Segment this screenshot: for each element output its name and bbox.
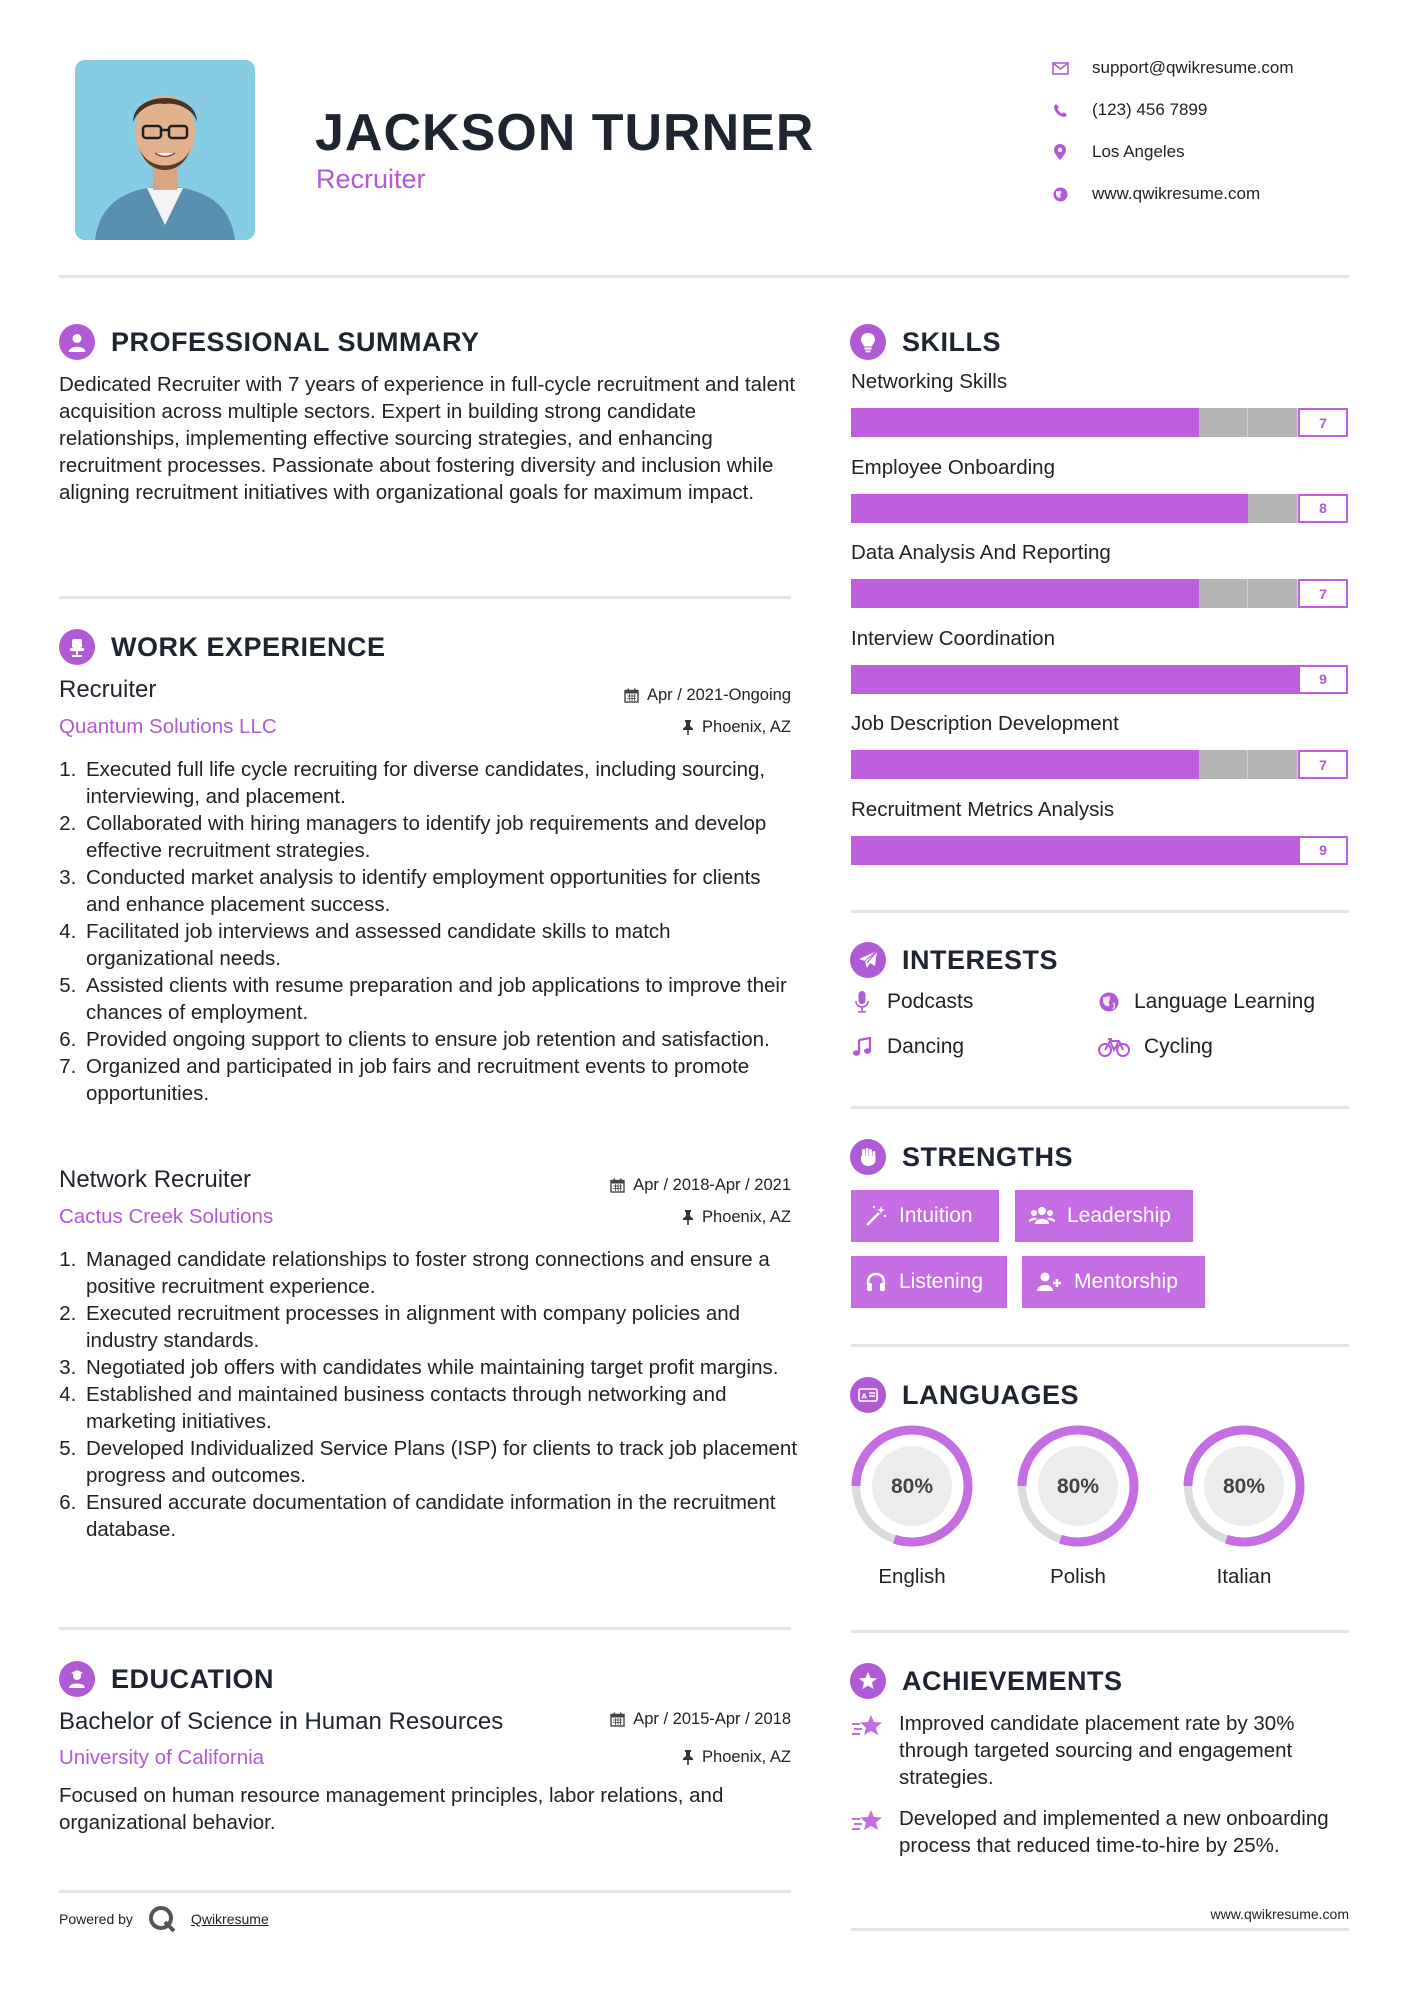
job-2-dates-text: Apr / 2018-Apr / 2021 — [633, 1176, 791, 1194]
skill-level-badge: 7 — [1298, 750, 1348, 779]
list-item: 6. Provided ongoing support to clients to ensure job retention and satisfaction. — [82, 1026, 800, 1053]
skills-divider — [851, 910, 1349, 913]
skill-level-badge: 7 — [1298, 408, 1348, 437]
contact-email[interactable] — [1050, 58, 1294, 78]
list-item: 5. Developed Individualized Service Plans (ISP) for clients to track job placement progress and outcomes. — [82, 1435, 800, 1489]
achievements-heading — [850, 1663, 1123, 1699]
skill-bar-segment — [1000, 665, 1050, 694]
powered-by-text: Powered by — [59, 1911, 133, 1927]
skill-bar-segment — [1248, 665, 1298, 694]
language-name: Italian — [1216, 1565, 1272, 1588]
skill-name: Networking Skills — [851, 370, 1008, 393]
skill-bar-segment — [1199, 665, 1249, 694]
skill-bar — [851, 579, 1348, 608]
skill-name: Recruitment Metrics Analysis — [851, 797, 1115, 821]
job-2-company: Cactus Creek Solutions — [59, 1205, 274, 1228]
skill-bar-segment — [1199, 408, 1249, 437]
shooting-star-icon — [851, 1805, 885, 1859]
job-1-company: Quantum Solutions LLC — [59, 715, 277, 738]
skill-bar-segment — [1099, 836, 1149, 865]
chair-icon — [59, 629, 95, 665]
skill-level-badge: 9 — [1298, 665, 1348, 694]
summary-heading — [59, 324, 480, 360]
skill-bar-segment — [1248, 494, 1298, 523]
music-note-icon — [851, 1037, 873, 1057]
job-2-dates — [500, 1176, 791, 1195]
education-description: Focused on human resource management principles, labor relations, and organizational behavior. — [59, 1784, 724, 1834]
envelope-icon — [1050, 58, 1070, 78]
education-degree: Bachelor of Science in Human Resources — [59, 1708, 504, 1735]
contact-website[interactable] — [1050, 184, 1260, 204]
language-item — [1016, 1424, 1140, 1589]
job-2-location — [500, 1208, 791, 1227]
language-card-icon — [850, 1377, 886, 1413]
brand-link[interactable]: Qwikresume — [190, 1911, 269, 1927]
skill-bar — [851, 665, 1348, 694]
strengths-divider — [851, 1344, 1349, 1347]
skill-bar-segment — [1149, 494, 1199, 523]
language-name: English — [878, 1565, 946, 1588]
phone-icon — [1050, 100, 1070, 120]
avatar — [75, 60, 255, 240]
skill-bar-segment — [1099, 665, 1149, 694]
skill-bar-segment — [1099, 408, 1149, 437]
education-heading — [59, 1661, 274, 1697]
language-item — [850, 1424, 974, 1589]
calendar-icon — [610, 1712, 625, 1727]
strength-label: Intuition — [899, 1204, 973, 1227]
skill-bar-segment — [1000, 836, 1050, 865]
education-dates — [500, 1710, 791, 1729]
skill-bar-segment — [851, 408, 901, 437]
list-item: 7. Organized and participated in job fairs and recruitment events to promote opportunities. — [82, 1053, 800, 1107]
pushpin-icon — [682, 1750, 694, 1765]
skill-bar-segment — [1248, 750, 1298, 779]
experience-divider — [59, 1627, 791, 1630]
job-2-location-text: Phoenix, AZ — [702, 1208, 791, 1226]
language-name: Polish — [1050, 1565, 1106, 1588]
list-item: 2. Collaborated with hiring managers to identify job requirements and develop effective recruitment strategies. — [82, 810, 800, 864]
list-item: 4. Facilitated job interviews and assessed candidate skills to match organizational needs. — [82, 918, 800, 972]
languages-heading-text: LANGUAGES — [902, 1379, 1080, 1410]
skill-bar — [851, 408, 1348, 437]
languages-list — [850, 1424, 1348, 1594]
powered-by — [59, 1904, 269, 1934]
skill-bar-segment — [950, 665, 1000, 694]
interest-label: Dancing — [887, 1035, 965, 1058]
header-divider — [59, 275, 1349, 278]
user-plus-icon — [1036, 1271, 1062, 1293]
headphones-icon — [865, 1271, 887, 1293]
list-item: 1. Executed full life cycle recruiting for diverse candidates, including sourcing, interviewing, and placement. — [82, 756, 800, 810]
interest-item — [1098, 1035, 1213, 1059]
language-ring — [850, 1424, 974, 1548]
skill-row — [851, 798, 1348, 865]
skills-heading-text: SKILLS — [902, 326, 1002, 357]
interest-item — [851, 1035, 964, 1059]
contact-location-text: Los Angeles — [1092, 142, 1185, 161]
bicycle-icon — [1098, 1037, 1130, 1057]
skill-name: Job Description Development — [851, 712, 1119, 735]
skill-bar-segment — [1149, 836, 1199, 865]
profile-photo — [75, 60, 255, 240]
skill-bar-segment — [950, 579, 1000, 608]
interest-label: Language Learning — [1134, 990, 1316, 1013]
strength-chip — [1015, 1190, 1193, 1242]
interest-label: Podcasts — [887, 990, 974, 1013]
achievement-item — [851, 1805, 1349, 1859]
skill-bar-segment — [1199, 579, 1249, 608]
skill-bar-segment — [901, 494, 951, 523]
strength-label: Listening — [899, 1270, 984, 1293]
experience-heading — [59, 629, 386, 665]
globe-icon — [1050, 184, 1070, 204]
contact-phone[interactable] — [1050, 100, 1207, 120]
skill-bar-segment — [901, 579, 951, 608]
skill-bar-segment — [1199, 836, 1249, 865]
footer-url[interactable]: www.qwikresume.com — [1210, 1906, 1349, 1922]
skill-bar-segment — [1000, 494, 1050, 523]
skill-row — [851, 712, 1348, 779]
calendar-icon — [610, 1178, 625, 1193]
interest-label: Cycling — [1144, 1035, 1213, 1058]
skills-heading — [850, 324, 1001, 360]
achievement-item — [851, 1710, 1349, 1791]
skill-bar-segment — [1099, 494, 1149, 523]
skill-name: Employee Onboarding — [851, 455, 1055, 479]
experience-heading-text: WORK EXPERIENCE — [111, 631, 386, 662]
list-item: 3. Conducted market analysis to identify employment opportunities for clients and enhance placement success. — [82, 864, 800, 918]
skill-bar-segment — [1099, 579, 1149, 608]
paper-plane-icon — [850, 942, 886, 978]
interest-item — [851, 990, 973, 1014]
globe-icon — [1098, 992, 1120, 1012]
strength-chip — [851, 1256, 1007, 1308]
contact-website-text: www.qwikresume.com — [1092, 184, 1261, 203]
education-divider — [59, 1890, 791, 1893]
map-pin-icon — [1050, 142, 1070, 162]
skill-bar-segment — [1248, 579, 1298, 608]
skill-bar-segment — [901, 836, 951, 865]
skill-bar-segment — [901, 750, 951, 779]
contact-email-text: support@qwikresume.com — [1092, 58, 1294, 77]
interests-heading-text: INTERESTS — [902, 944, 1059, 975]
fist-icon — [850, 1139, 886, 1175]
qwikresume-logo-icon — [147, 1904, 177, 1934]
job-1-bullets — [50, 756, 800, 1107]
star-badge-icon — [850, 1663, 886, 1699]
job-1-location — [500, 718, 791, 737]
candidate-title: Recruiter — [316, 164, 426, 194]
skill-row — [851, 370, 1348, 437]
language-ring — [1016, 1424, 1140, 1548]
skill-bar-segment — [1149, 408, 1199, 437]
skill-bar-segment — [1199, 494, 1249, 523]
summary-text: Dedicated Recruiter with 7 years of experience in full-cycle recruitment and talent acquisition across multiple sectors. Expert in building strong candidate relationships, implementing effective sourcing strategies, and enhancing recruitment processes. Passionate about fostering diversity and inclusion while aligning recruitment initiatives with organizational goals for maximum impact. — [59, 373, 796, 504]
skill-bar-segment — [1050, 579, 1100, 608]
language-ring — [1182, 1424, 1306, 1548]
skill-bar-segment — [901, 408, 951, 437]
skill-bar-segment — [1248, 836, 1298, 865]
job-1-location-text: Phoenix, AZ — [702, 718, 791, 736]
footer-divider — [851, 1928, 1349, 1931]
pushpin-icon — [682, 1210, 694, 1225]
skill-row — [851, 541, 1348, 608]
job-2-title: Network Recruiter — [59, 1166, 252, 1193]
skill-bar-segment — [950, 494, 1000, 523]
skill-bar-segment — [851, 579, 901, 608]
skill-name: Data Analysis And Reporting — [851, 541, 1111, 564]
interests-divider — [851, 1106, 1349, 1109]
skill-bar-segment — [851, 665, 901, 694]
education-location — [500, 1748, 791, 1767]
list-item: 4. Established and maintained business contacts through networking and marketing initiatives. — [82, 1381, 800, 1435]
skill-bar-segment — [1149, 579, 1199, 608]
skill-level-badge: 9 — [1298, 836, 1348, 865]
strength-chip — [1022, 1256, 1205, 1308]
skill-bar-segment — [1050, 750, 1100, 779]
skill-bar-segment — [1000, 579, 1050, 608]
strength-chip — [851, 1190, 999, 1242]
users-icon — [1029, 1205, 1055, 1227]
education-school: University of California — [59, 1746, 265, 1769]
skill-bar-segment — [851, 836, 901, 865]
interest-item — [1098, 990, 1315, 1014]
skill-bar-segment — [1000, 408, 1050, 437]
skill-bar-segment — [851, 750, 901, 779]
skill-level-badge: 8 — [1298, 494, 1348, 523]
strength-label: Leadership — [1067, 1204, 1171, 1227]
list-item: 2. Executed recruitment processes in alignment with company policies and industry standards. — [82, 1300, 800, 1354]
skill-bar-segment — [950, 750, 1000, 779]
achievement-text: Improved candidate placement rate by 30% through targeted sourcing and engagement strategies. — [899, 1712, 1295, 1789]
contact-location — [1050, 142, 1185, 162]
language-percent: 80% — [890, 1475, 934, 1498]
interests-heading — [850, 942, 1058, 978]
skill-row — [851, 456, 1348, 523]
shooting-star-icon — [851, 1710, 885, 1791]
skill-bar — [851, 750, 1348, 779]
strength-label: Mentorship — [1074, 1270, 1178, 1293]
strengths-heading-text: STRENGTHS — [902, 1141, 1074, 1172]
language-percent: 80% — [1056, 1475, 1100, 1498]
job-2-bullets — [50, 1246, 800, 1543]
list-item: 1. Managed candidate relationships to foster strong connections and ensure a positive recruitment experience. — [82, 1246, 800, 1300]
language-percent: 80% — [1222, 1475, 1266, 1498]
skill-bar — [851, 494, 1348, 523]
svg-text:A: A — [861, 1392, 868, 1401]
list-item: 5. Assisted clients with resume preparation and job applications to improve their chances of employment. — [82, 972, 800, 1026]
education-dates-text: Apr / 2015-Apr / 2018 — [633, 1710, 791, 1728]
skill-bar-segment — [1000, 750, 1050, 779]
contact-phone-text: (123) 456 7899 — [1092, 100, 1208, 119]
summary-heading-text: PROFESSIONAL SUMMARY — [111, 326, 480, 357]
list-item: 3. Negotiated job offers with candidates while maintaining target profit margins. — [82, 1354, 800, 1381]
skill-row — [851, 627, 1348, 694]
education-heading-text: EDUCATION — [111, 1663, 274, 1694]
skill-bar-segment — [1050, 665, 1100, 694]
user-icon — [59, 324, 95, 360]
summary-divider — [59, 596, 791, 599]
skill-bar-segment — [1149, 750, 1199, 779]
achievement-text: Developed and implemented a new onboarding process that reduced time-to-hire by 25%. — [899, 1807, 1329, 1857]
strengths-heading — [850, 1139, 1073, 1175]
calendar-icon — [624, 688, 639, 703]
skill-bar-segment — [1050, 494, 1100, 523]
skill-bar-segment — [1248, 408, 1298, 437]
microphone-icon — [851, 991, 873, 1013]
list-item: 6. Ensured accurate documentation of candidate information in the recruitment database. — [82, 1489, 800, 1543]
skill-level-badge: 7 — [1298, 579, 1348, 608]
job-1-title: Recruiter — [59, 676, 157, 703]
candidate-name: JACKSON TURNER — [315, 104, 815, 162]
skill-bar-segment — [1050, 408, 1100, 437]
job-1-dates-text: Apr / 2021-Ongoing — [646, 686, 791, 704]
magic-wand-icon — [865, 1205, 887, 1227]
skill-bar-segment — [901, 665, 951, 694]
education-location-text: Phoenix, AZ — [702, 1748, 791, 1766]
skill-name: Interview Coordination — [851, 626, 1055, 650]
achievements-heading-text: ACHIEVEMENTS — [902, 1665, 1123, 1696]
skill-bar-segment — [1149, 665, 1199, 694]
skill-bar-segment — [851, 494, 901, 523]
languages-divider — [851, 1630, 1349, 1633]
skill-bar — [851, 836, 1348, 865]
job-1-dates — [500, 686, 791, 705]
pushpin-icon — [682, 720, 694, 735]
languages-heading — [850, 1377, 1079, 1413]
skill-bar-segment — [1050, 836, 1100, 865]
skill-bar-segment — [1099, 750, 1149, 779]
graduate-icon — [59, 1661, 95, 1697]
language-item — [1182, 1424, 1306, 1589]
skill-bar-segment — [950, 836, 1000, 865]
skill-bar-segment — [950, 408, 1000, 437]
skill-bar-segment — [1199, 750, 1249, 779]
lightbulb-icon — [850, 324, 886, 360]
